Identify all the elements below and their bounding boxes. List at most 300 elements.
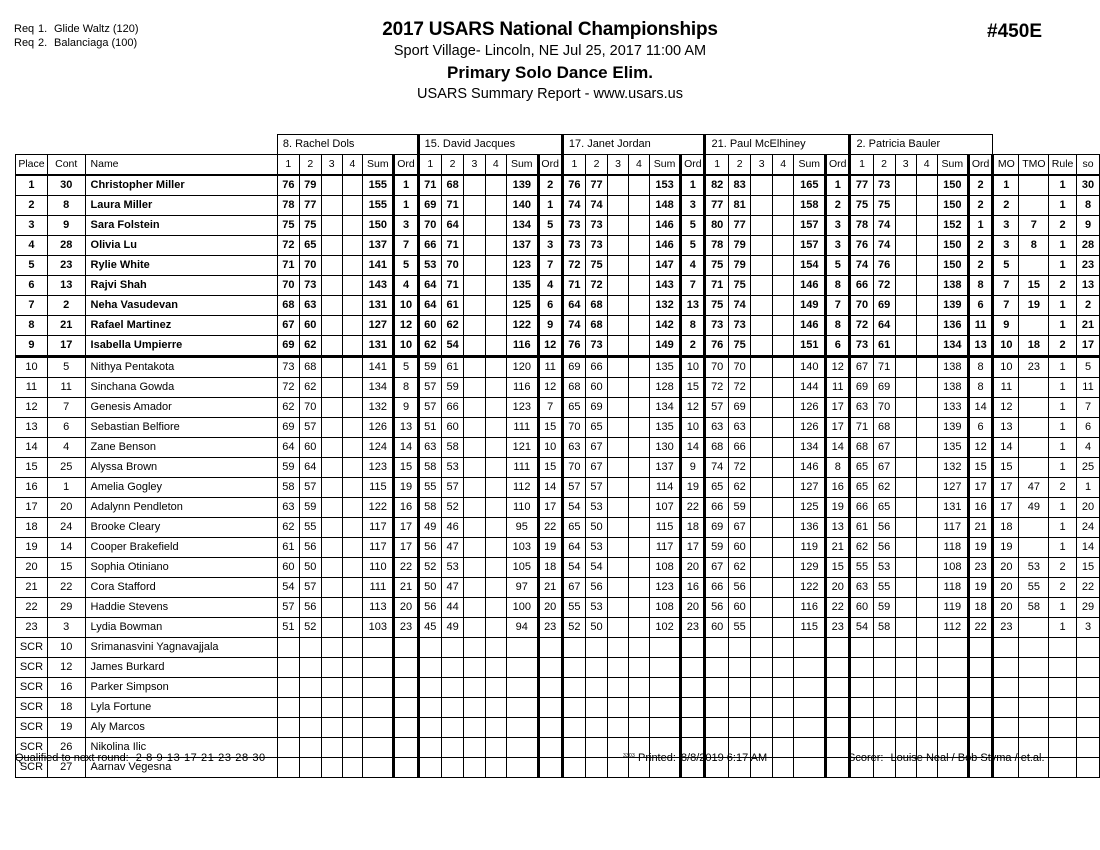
cell-judge-1-2: 57 <box>299 418 321 438</box>
cell-judge-2-2: 44 <box>441 598 463 618</box>
cell-judge-3-ord: 19 <box>681 478 705 498</box>
cell-judge-2-ord <box>538 718 562 738</box>
table-row <box>16 698 1100 718</box>
cell-judge-1-2: 63 <box>299 296 321 316</box>
cell-judge-1-4 <box>342 357 363 378</box>
column-header-row <box>16 155 1100 176</box>
cell-judge-3-4 <box>628 678 649 698</box>
cell-judge-2-2: 49 <box>441 618 463 638</box>
cell-mo: 3 <box>993 236 1019 256</box>
cell-contestant-number: 13 <box>47 276 85 296</box>
cell-judge-1-sum <box>363 718 394 738</box>
cell-judge-1-sum: 134 <box>363 378 394 398</box>
cell-judge-5-sum: 131 <box>937 498 968 518</box>
cell-judge-1-3 <box>321 316 342 336</box>
cell-mo: 23 <box>993 618 1019 638</box>
cell-judge-1-2: 75 <box>299 216 321 236</box>
cell-judge-2-3 <box>464 236 485 256</box>
cell-judge-3-3 <box>608 458 629 478</box>
cell-judge-2-sum: 137 <box>506 236 538 256</box>
cell-judge-4-2: 79 <box>728 256 750 276</box>
cell-judge-1-1: 63 <box>277 498 299 518</box>
cell-judge-5-2: 53 <box>873 558 895 578</box>
cell-judge-1-4 <box>342 638 363 658</box>
cell-judge-4-1 <box>705 678 728 698</box>
cell-judge-1-sum: 126 <box>363 418 394 438</box>
cell-judge-1-sum: 155 <box>363 175 394 196</box>
cell-judge-1-3 <box>321 558 342 578</box>
cell-judge-4-1: 60 <box>705 618 728 638</box>
cell-judge-3-3 <box>608 336 629 357</box>
cell-judge-4-ord <box>826 678 850 698</box>
cell-contestant-number: 1 <box>47 478 85 498</box>
cell-judge-4-ord <box>826 698 850 718</box>
judge-panel-header: 2. Patricia Bauler <box>850 135 993 155</box>
results-table-head <box>16 135 1100 176</box>
cell-judge-3-sum <box>649 698 680 718</box>
cell-judge-3-ord: 13 <box>681 296 705 316</box>
cell-judge-2-2: 64 <box>441 216 463 236</box>
cell-judge-4-1: 66 <box>705 578 728 598</box>
cell-judge-4-2: 62 <box>728 478 750 498</box>
cell-judge-2-1 <box>418 638 441 658</box>
cell-mo: 20 <box>993 558 1019 578</box>
cell-judge-4-sum: 136 <box>794 518 826 538</box>
cell-judge-5-4 <box>916 398 937 418</box>
cell-judge-4-4 <box>772 438 794 458</box>
cell-so: 4 <box>1077 438 1100 458</box>
cell-judge-1-2: 59 <box>299 498 321 518</box>
cell-judge-4-2 <box>728 678 750 698</box>
cell-judge-2-2: 61 <box>441 357 463 378</box>
requirement-text: Glide Waltz (120) <box>54 23 139 35</box>
cell-judge-1-sum: 123 <box>363 458 394 478</box>
cell-judge-2-sum <box>506 638 538 658</box>
cell-judge-4-4 <box>772 678 794 698</box>
cell-tmo <box>1019 718 1049 738</box>
cell-judge-3-sum: 115 <box>649 518 680 538</box>
cell-judge-4-2: 63 <box>728 418 750 438</box>
table-row <box>16 316 1100 336</box>
cell-judge-4-3 <box>751 418 773 438</box>
cell-judge-3-ord: 17 <box>681 538 705 558</box>
cell-judge-3-1: 74 <box>562 316 585 336</box>
cell-judge-2-3 <box>464 518 485 538</box>
cell-rule: 1 <box>1049 236 1077 256</box>
judge-panel-header: 15. David Jacques <box>418 135 562 155</box>
cell-judge-3-4 <box>628 618 649 638</box>
cell-contestant-number: 24 <box>47 518 85 538</box>
cell-judge-1-2 <box>299 638 321 658</box>
results-table <box>15 134 1100 778</box>
cell-judge-5-sum: 108 <box>937 558 968 578</box>
cell-judge-4-3 <box>751 438 773 458</box>
cell-judge-4-4 <box>772 518 794 538</box>
cell-judge-2-ord: 10 <box>538 438 562 458</box>
cell-judge-1-3 <box>321 196 342 216</box>
cell-judge-3-1: 55 <box>562 598 585 618</box>
qualified-line <box>15 752 266 764</box>
cell-so <box>1077 698 1100 718</box>
cell-contestant-number: 14 <box>47 538 85 558</box>
cell-rule <box>1049 718 1077 738</box>
cell-judge-2-3 <box>464 357 485 378</box>
cell-judge-2-1 <box>418 698 441 718</box>
cell-judge-2-2: 68 <box>441 175 463 196</box>
cell-judge-1-sum: 141 <box>363 256 394 276</box>
cell-judge-4-1: 80 <box>705 216 728 236</box>
cell-mo: 2 <box>993 196 1019 216</box>
judge-4-subheader-ord: Ord <box>826 155 850 176</box>
cell-judge-1-1: 78 <box>277 196 299 216</box>
cell-judge-4-4 <box>772 336 794 357</box>
cell-judge-4-4 <box>772 378 794 398</box>
cell-tmo <box>1019 256 1049 276</box>
cell-name: Christopher Miller <box>85 175 277 196</box>
cell-judge-1-1: 72 <box>277 378 299 398</box>
cell-judge-4-4 <box>772 498 794 518</box>
cell-judge-1-2: 77 <box>299 196 321 216</box>
cell-judge-1-3 <box>321 357 342 378</box>
cell-contestant-number: 16 <box>47 678 85 698</box>
judge-panel-header: 21. Paul McElhiney <box>705 135 850 155</box>
cell-mo <box>993 638 1019 658</box>
cell-judge-1-ord: 16 <box>394 498 418 518</box>
cell-judge-4-1: 68 <box>705 438 728 458</box>
event-title: 2017 USARS National Championships <box>382 19 718 40</box>
cell-judge-3-sum: 128 <box>649 378 680 398</box>
cell-judge-4-sum <box>794 638 826 658</box>
cell-name: Sara Folstein <box>85 216 277 236</box>
cell-contestant-number: 26 <box>47 738 85 758</box>
table-row <box>16 296 1100 316</box>
cell-judge-5-1: 54 <box>850 618 873 638</box>
cell-judge-4-ord: 16 <box>826 478 850 498</box>
judge-3-subheader-sum: Sum <box>649 155 680 176</box>
cell-judge-5-ord <box>969 698 993 718</box>
table-row <box>16 398 1100 418</box>
cell-judge-5-3 <box>895 256 916 276</box>
cell-judge-2-ord <box>538 698 562 718</box>
cell-place: 8 <box>16 316 48 336</box>
cell-judge-5-2: 68 <box>873 418 895 438</box>
cell-judge-5-sum: 127 <box>937 478 968 498</box>
cell-judge-5-4 <box>916 236 937 256</box>
cell-judge-2-4 <box>485 316 506 336</box>
cell-judge-2-3 <box>464 458 485 478</box>
cell-judge-1-ord: 21 <box>394 578 418 598</box>
judge-4-subheader-3: 3 <box>751 155 773 176</box>
column-header-tmo: TMO <box>1019 155 1049 176</box>
cell-judge-3-1: 68 <box>562 378 585 398</box>
cell-judge-5-sum: 150 <box>937 196 968 216</box>
cell-name: Lydia Bowman <box>85 618 277 638</box>
cell-judge-4-4 <box>772 296 794 316</box>
cell-judge-3-2: 73 <box>585 236 607 256</box>
cell-judge-3-2: 50 <box>585 618 607 638</box>
cell-so: 14 <box>1077 538 1100 558</box>
cell-judge-3-2 <box>585 698 607 718</box>
qualified-numbers: 2 8 9 13 17 21 23 28 30 <box>135 752 266 764</box>
cell-judge-4-3 <box>751 175 773 196</box>
cell-name: Isabella Umpierre <box>85 336 277 357</box>
cell-judge-1-1: 72 <box>277 236 299 256</box>
cell-judge-1-ord <box>394 658 418 678</box>
cell-judge-2-3 <box>464 276 485 296</box>
cell-rule <box>1049 638 1077 658</box>
cell-judge-4-4 <box>772 236 794 256</box>
cell-judge-1-1: 69 <box>277 418 299 438</box>
cell-judge-2-1: 55 <box>418 478 441 498</box>
cell-judge-3-2: 60 <box>585 378 607 398</box>
cell-judge-5-sum <box>937 678 968 698</box>
cell-judge-3-3 <box>608 518 629 538</box>
cell-judge-3-ord <box>681 678 705 698</box>
cell-judge-5-3 <box>895 458 916 478</box>
cell-judge-4-3 <box>751 558 773 578</box>
cell-judge-4-sum: 146 <box>794 276 826 296</box>
cell-judge-1-1: 57 <box>277 598 299 618</box>
cell-judge-5-1: 73 <box>850 336 873 357</box>
cell-judge-3-2: 68 <box>585 296 607 316</box>
cell-judge-1-1 <box>277 638 299 658</box>
cell-judge-1-3 <box>321 518 342 538</box>
cell-judge-3-2: 74 <box>585 196 607 216</box>
cell-judge-3-ord <box>681 718 705 738</box>
cell-judge-1-4 <box>342 538 363 558</box>
cell-judge-3-ord <box>681 658 705 678</box>
cell-judge-2-ord: 23 <box>538 618 562 638</box>
cell-rule: 2 <box>1049 216 1077 236</box>
judge-4-subheader-sum: Sum <box>794 155 826 176</box>
cell-contestant-number: 2 <box>47 296 85 316</box>
cell-rule: 1 <box>1049 296 1077 316</box>
cell-judge-5-4 <box>916 216 937 236</box>
scorer-value: Louise Neal / Bob Styma / et.al. <box>890 752 1045 764</box>
cell-judge-4-ord <box>826 638 850 658</box>
cell-judge-5-1: 60 <box>850 598 873 618</box>
cell-judge-5-4 <box>916 256 937 276</box>
cell-judge-3-sum: 146 <box>649 216 680 236</box>
cell-judge-1-3 <box>321 276 342 296</box>
cell-place: 7 <box>16 296 48 316</box>
cell-judge-2-1: 49 <box>418 518 441 538</box>
cell-judge-1-2: 60 <box>299 438 321 458</box>
cell-judge-5-4 <box>916 276 937 296</box>
cell-judge-5-3 <box>895 418 916 438</box>
cell-contestant-number: 23 <box>47 256 85 276</box>
cell-judge-2-ord: 20 <box>538 598 562 618</box>
cell-rule <box>1049 678 1077 698</box>
cell-judge-2-3 <box>464 256 485 276</box>
cell-judge-2-4 <box>485 438 506 458</box>
cell-judge-2-3 <box>464 378 485 398</box>
cell-place: 20 <box>16 558 48 578</box>
cell-judge-2-1 <box>418 658 441 678</box>
cell-judge-1-1 <box>277 658 299 678</box>
cell-judge-4-sum <box>794 718 826 738</box>
cell-judge-3-1 <box>562 658 585 678</box>
cell-contestant-number: 29 <box>47 598 85 618</box>
cell-judge-5-3 <box>895 698 916 718</box>
cell-name: Srimanasvini Yagnavajjala <box>85 638 277 658</box>
cell-judge-4-sum: 158 <box>794 196 826 216</box>
cell-judge-3-sum: 102 <box>649 618 680 638</box>
cell-rule: 2 <box>1049 276 1077 296</box>
cell-judge-3-4 <box>628 418 649 438</box>
judge-5-subheader-sum: Sum <box>937 155 968 176</box>
event-code: #450E <box>987 21 1042 42</box>
cell-mo: 17 <box>993 498 1019 518</box>
cell-judge-4-1: 56 <box>705 598 728 618</box>
cell-judge-3-2: 56 <box>585 578 607 598</box>
cell-contestant-number: 30 <box>47 175 85 196</box>
cell-tmo <box>1019 618 1049 638</box>
cell-judge-3-4 <box>628 378 649 398</box>
cell-judge-3-sum: 142 <box>649 316 680 336</box>
cell-judge-3-sum: 108 <box>649 558 680 578</box>
cell-judge-2-ord: 9 <box>538 316 562 336</box>
cell-judge-1-3 <box>321 698 342 718</box>
cell-judge-3-2: 53 <box>585 538 607 558</box>
cell-judge-2-3 <box>464 638 485 658</box>
cell-judge-4-3 <box>751 357 773 378</box>
cell-judge-2-sum: 100 <box>506 598 538 618</box>
cell-judge-2-4 <box>485 175 506 196</box>
cell-place: 16 <box>16 478 48 498</box>
cell-judge-5-ord: 16 <box>969 498 993 518</box>
cell-judge-1-ord: 4 <box>394 276 418 296</box>
cell-judge-3-1: 71 <box>562 276 585 296</box>
cell-judge-1-3 <box>321 478 342 498</box>
cell-so: 22 <box>1077 578 1100 598</box>
cell-judge-2-sum: 140 <box>506 196 538 216</box>
cell-judge-5-2 <box>873 658 895 678</box>
cell-judge-5-2: 67 <box>873 458 895 478</box>
cell-judge-4-sum: 154 <box>794 256 826 276</box>
cell-judge-1-3 <box>321 296 342 316</box>
cell-judge-3-ord: 18 <box>681 518 705 538</box>
cell-judge-3-4 <box>628 336 649 357</box>
cell-judge-3-4 <box>628 578 649 598</box>
cell-so: 7 <box>1077 398 1100 418</box>
cell-judge-5-4 <box>916 196 937 216</box>
cell-judge-5-4 <box>916 578 937 598</box>
cell-judge-4-ord: 20 <box>826 578 850 598</box>
cell-judge-2-ord: 21 <box>538 578 562 598</box>
cell-judge-3-1: 73 <box>562 236 585 256</box>
cell-judge-4-1: 63 <box>705 418 728 438</box>
cell-judge-2-sum: 139 <box>506 175 538 196</box>
cell-judge-2-4 <box>485 357 506 378</box>
cell-judge-1-4 <box>342 236 363 256</box>
cell-judge-4-1: 72 <box>705 378 728 398</box>
cell-judge-1-ord: 17 <box>394 538 418 558</box>
cell-judge-5-1: 68 <box>850 438 873 458</box>
cell-judge-4-sum: 129 <box>794 558 826 578</box>
cell-judge-3-2: 68 <box>585 316 607 336</box>
cell-judge-1-sum: 110 <box>363 558 394 578</box>
cell-judge-4-3 <box>751 718 773 738</box>
cell-judge-2-ord: 3 <box>538 236 562 256</box>
cell-judge-5-2: 70 <box>873 398 895 418</box>
cell-judge-3-sum: 149 <box>649 336 680 357</box>
cell-judge-4-2: 59 <box>728 498 750 518</box>
cell-judge-3-sum: 107 <box>649 498 680 518</box>
cell-place: 18 <box>16 518 48 538</box>
cell-judge-1-ord: 5 <box>394 256 418 276</box>
cell-judge-2-sum <box>506 698 538 718</box>
cell-judge-1-4 <box>342 658 363 678</box>
cell-judge-3-sum: 146 <box>649 236 680 256</box>
cell-judge-3-4 <box>628 438 649 458</box>
cell-judge-4-ord: 3 <box>826 216 850 236</box>
table-row <box>16 518 1100 538</box>
cell-judge-3-4 <box>628 216 649 236</box>
cell-judge-4-4 <box>772 638 794 658</box>
cell-judge-4-2: 60 <box>728 598 750 618</box>
cell-name: Rafael Martinez <box>85 316 277 336</box>
cell-judge-1-1: 54 <box>277 578 299 598</box>
cell-judge-5-3 <box>895 498 916 518</box>
cell-name: Rajvi Shah <box>85 276 277 296</box>
cell-judge-3-2: 73 <box>585 336 607 357</box>
cell-mo: 7 <box>993 276 1019 296</box>
cell-tmo <box>1019 698 1049 718</box>
cell-judge-2-sum: 123 <box>506 398 538 418</box>
cell-rule: 2 <box>1049 336 1077 357</box>
cell-judge-1-2: 56 <box>299 538 321 558</box>
cell-judge-2-1: 64 <box>418 276 441 296</box>
cell-judge-1-ord: 1 <box>394 175 418 196</box>
cell-judge-1-2: 62 <box>299 378 321 398</box>
cell-judge-5-1 <box>850 698 873 718</box>
cell-judge-3-1: 72 <box>562 256 585 276</box>
cell-judge-1-1: 51 <box>277 618 299 638</box>
cell-judge-4-4 <box>772 538 794 558</box>
cell-judge-5-2: 62 <box>873 478 895 498</box>
cell-judge-3-4 <box>628 357 649 378</box>
cell-judge-2-2: 60 <box>441 418 463 438</box>
cell-place: 5 <box>16 256 48 276</box>
cell-judge-3-1 <box>562 638 585 658</box>
cell-place: 10 <box>16 357 48 378</box>
cell-judge-4-1 <box>705 698 728 718</box>
cell-place: 19 <box>16 538 48 558</box>
cell-judge-3-ord: 8 <box>681 316 705 336</box>
cell-judge-2-sum: 135 <box>506 276 538 296</box>
cell-judge-5-sum: 150 <box>937 175 968 196</box>
cell-judge-4-2: 70 <box>728 357 750 378</box>
table-row <box>16 418 1100 438</box>
cell-judge-1-3 <box>321 578 342 598</box>
cell-judge-2-2: 47 <box>441 578 463 598</box>
judge-1-subheader-4: 4 <box>342 155 363 176</box>
cell-judge-3-1: 52 <box>562 618 585 638</box>
cell-judge-1-ord: 19 <box>394 478 418 498</box>
cell-contestant-number: 10 <box>47 638 85 658</box>
cell-judge-1-ord: 15 <box>394 458 418 478</box>
table-row <box>16 378 1100 398</box>
cell-judge-1-3 <box>321 538 342 558</box>
cell-tmo: 23 <box>1019 357 1049 378</box>
cell-judge-1-ord: 13 <box>394 418 418 438</box>
cell-judge-2-4 <box>485 718 506 738</box>
cell-judge-5-2: 69 <box>873 296 895 316</box>
cell-judge-2-4 <box>485 698 506 718</box>
cell-judge-1-1 <box>277 718 299 738</box>
cell-judge-4-ord: 13 <box>826 518 850 538</box>
